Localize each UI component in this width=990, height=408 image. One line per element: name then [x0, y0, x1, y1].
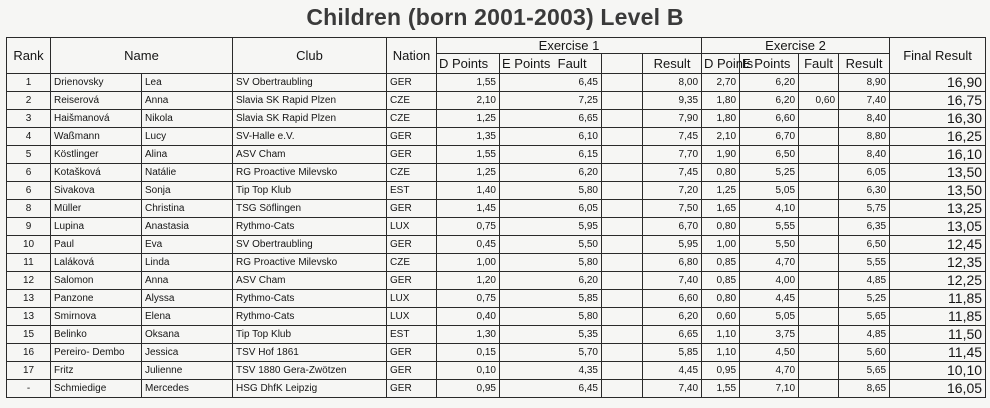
e2-e-points-cell: 5,05 — [740, 182, 799, 200]
e2-d-points-cell: 1,90 — [702, 146, 740, 164]
e1-fault-cell — [602, 308, 643, 326]
e2-fault-cell — [799, 182, 839, 200]
e1-e-points-cell: 6,20 — [500, 272, 602, 290]
header-exercise-1: Exercise 1 — [437, 38, 702, 54]
e1-result-cell: 5,95 — [643, 236, 702, 254]
e2-e-points-cell: 6,50 — [740, 146, 799, 164]
rank-cell: 9 — [7, 218, 51, 236]
club-cell: Rythmo-Cats — [233, 308, 387, 326]
e2-result-cell: 7,40 — [839, 92, 890, 110]
e1-fault-cell — [602, 74, 643, 92]
club-cell: TSG Söflingen — [233, 200, 387, 218]
header-e1-fault-spacer — [602, 54, 643, 74]
rank-cell: 10 — [7, 236, 51, 254]
club-cell: TSV 1880 Gera-Zwötzen — [233, 362, 387, 380]
e1-e-points-cell: 6,05 — [500, 200, 602, 218]
e2-fault-cell — [799, 74, 839, 92]
final-result-cell: 13,05 — [890, 218, 986, 236]
nation-cell: GER — [387, 74, 437, 92]
e1-e-points-cell: 6,45 — [500, 74, 602, 92]
first-name-cell: Sonja — [142, 182, 233, 200]
header-name: Name — [51, 38, 233, 74]
e2-e-points-cell: 4,70 — [740, 362, 799, 380]
rank-cell: 3 — [7, 110, 51, 128]
e2-d-points-cell: 1,65 — [702, 200, 740, 218]
club-cell: Slavia SK Rapid Plzen — [233, 92, 387, 110]
e1-d-points-cell: 1,25 — [437, 164, 500, 182]
first-name-cell: Oksana — [142, 326, 233, 344]
e2-fault-cell — [799, 110, 839, 128]
nation-cell: GER — [387, 200, 437, 218]
last-name-cell: Lupina — [51, 218, 142, 236]
e1-result-cell: 8,00 — [643, 74, 702, 92]
e1-d-points-cell: 1,00 — [437, 254, 500, 272]
e2-fault-cell — [799, 128, 839, 146]
table-row — [7, 92, 986, 110]
club-cell: SV Obertraubling — [233, 236, 387, 254]
last-name-cell: Köstlinger — [51, 146, 142, 164]
e2-result-cell: 6,05 — [839, 164, 890, 182]
last-name-cell: Laláková — [51, 254, 142, 272]
nation-cell: CZE — [387, 164, 437, 182]
header-e1-fault-label: Fault — [557, 56, 587, 71]
e2-fault-cell — [799, 200, 839, 218]
table-row — [7, 128, 986, 146]
e2-d-points-cell: 1,10 — [702, 344, 740, 362]
e1-d-points-cell: 1,45 — [437, 200, 500, 218]
e2-result-cell: 8,80 — [839, 128, 890, 146]
e1-e-points-cell: 5,80 — [500, 308, 602, 326]
e1-result-cell: 7,20 — [643, 182, 702, 200]
first-name-cell: Anastasia — [142, 218, 233, 236]
header-nation: Nation — [387, 38, 437, 74]
e1-fault-cell — [602, 344, 643, 362]
e2-result-cell: 8,90 — [839, 74, 890, 92]
club-cell: Rythmo-Cats — [233, 290, 387, 308]
club-cell: HSG DhfK Leipzig — [233, 380, 387, 398]
header-e1-d-points: D Points — [437, 54, 500, 74]
first-name-cell: Eva — [142, 236, 233, 254]
e1-result-cell: 6,65 — [643, 326, 702, 344]
e1-result-cell: 5,85 — [643, 344, 702, 362]
e1-e-points-cell: 6,15 — [500, 146, 602, 164]
last-name-cell: Haišmanová — [51, 110, 142, 128]
header-e1-e-points — [500, 54, 602, 74]
club-cell: SV Obertraubling — [233, 74, 387, 92]
e1-d-points-cell: 1,35 — [437, 128, 500, 146]
e2-result-cell: 5,65 — [839, 362, 890, 380]
rank-cell: 8 — [7, 200, 51, 218]
e2-e-points-cell: 6,60 — [740, 110, 799, 128]
final-result-cell: 12,25 — [890, 272, 986, 290]
e2-result-cell: 5,65 — [839, 308, 890, 326]
e1-e-points-cell: 5,80 — [500, 254, 602, 272]
e1-e-points-cell: 5,35 — [500, 326, 602, 344]
first-name-cell: Alina — [142, 146, 233, 164]
last-name-cell: Reiserová — [51, 92, 142, 110]
e1-fault-cell — [602, 200, 643, 218]
first-name-cell: Nikola — [142, 110, 233, 128]
first-name-cell: Mercedes — [142, 380, 233, 398]
e1-d-points-cell: 0,75 — [437, 218, 500, 236]
e1-d-points-cell: 1,55 — [437, 146, 500, 164]
e1-d-points-cell: 0,40 — [437, 308, 500, 326]
e2-d-points-cell: 1,55 — [702, 380, 740, 398]
e1-fault-cell — [602, 362, 643, 380]
rank-cell: 1 — [7, 74, 51, 92]
table-row — [7, 290, 986, 308]
e1-d-points-cell: 1,40 — [437, 182, 500, 200]
e1-result-cell: 7,45 — [643, 164, 702, 182]
e1-fault-cell — [602, 92, 643, 110]
table-header — [7, 38, 986, 74]
final-result-cell: 13,25 — [890, 200, 986, 218]
e1-e-points-cell: 6,10 — [500, 128, 602, 146]
header-final-result: Final Result — [890, 38, 986, 74]
first-name-cell: Natálie — [142, 164, 233, 182]
rank-cell: 15 — [7, 326, 51, 344]
e1-d-points-cell: 1,30 — [437, 326, 500, 344]
e1-fault-cell — [602, 128, 643, 146]
last-name-cell: Fritz — [51, 362, 142, 380]
e2-e-points-cell: 6,20 — [740, 92, 799, 110]
rank-cell: 4 — [7, 128, 51, 146]
last-name-cell: Panzone — [51, 290, 142, 308]
rank-cell: 13 — [7, 290, 51, 308]
e1-fault-cell — [602, 272, 643, 290]
e2-fault-cell — [799, 218, 839, 236]
header-e2-e-points: E Points — [740, 54, 799, 74]
e1-result-cell: 6,60 — [643, 290, 702, 308]
e1-fault-cell — [602, 236, 643, 254]
e1-fault-cell — [602, 110, 643, 128]
table-row — [7, 254, 986, 272]
e1-e-points-cell: 6,65 — [500, 110, 602, 128]
e1-d-points-cell: 0,75 — [437, 290, 500, 308]
e1-result-cell: 7,90 — [643, 110, 702, 128]
nation-cell: GER — [387, 362, 437, 380]
e1-result-cell: 7,70 — [643, 146, 702, 164]
e2-d-points-cell: 0,85 — [702, 272, 740, 290]
rank-cell: 6 — [7, 164, 51, 182]
e1-result-cell: 7,45 — [643, 128, 702, 146]
e1-result-cell: 7,40 — [643, 272, 702, 290]
last-name-cell: Waßmann — [51, 128, 142, 146]
e1-d-points-cell: 1,55 — [437, 74, 500, 92]
e1-e-points-cell: 6,45 — [500, 380, 602, 398]
e1-d-points-cell: 0,15 — [437, 344, 500, 362]
nation-cell: CZE — [387, 110, 437, 128]
table-row — [7, 164, 986, 182]
e1-d-points-cell: 0,95 — [437, 380, 500, 398]
last-name-cell: Pereiro- Dembo — [51, 344, 142, 362]
last-name-cell: Kotašková — [51, 164, 142, 182]
club-cell: Tip Top Klub — [233, 182, 387, 200]
e1-fault-cell — [602, 182, 643, 200]
e2-fault-cell: 0,60 — [799, 92, 839, 110]
final-result-cell: 12,45 — [890, 236, 986, 254]
e1-fault-cell — [602, 326, 643, 344]
e2-result-cell: 6,30 — [839, 182, 890, 200]
final-result-cell: 10,10 — [890, 362, 986, 380]
e2-result-cell: 5,60 — [839, 344, 890, 362]
table-row — [7, 326, 986, 344]
e2-result-cell: 8,65 — [839, 380, 890, 398]
rank-cell: 16 — [7, 344, 51, 362]
nation-cell: EST — [387, 326, 437, 344]
final-result-cell: 12,35 — [890, 254, 986, 272]
rank-cell: 6 — [7, 182, 51, 200]
table-row — [7, 200, 986, 218]
e2-result-cell: 8,40 — [839, 110, 890, 128]
e2-e-points-cell: 4,70 — [740, 254, 799, 272]
e1-e-points-cell: 5,70 — [500, 344, 602, 362]
nation-cell: GER — [387, 272, 437, 290]
e1-d-points-cell: 1,20 — [437, 272, 500, 290]
rank-cell: 17 — [7, 362, 51, 380]
e1-result-cell: 4,45 — [643, 362, 702, 380]
last-name-cell: Müller — [51, 200, 142, 218]
e2-e-points-cell: 4,45 — [740, 290, 799, 308]
last-name-cell: Smirnova — [51, 308, 142, 326]
e2-e-points-cell: 6,70 — [740, 128, 799, 146]
e2-fault-cell — [799, 362, 839, 380]
e1-result-cell: 7,40 — [643, 380, 702, 398]
final-result-cell: 16,05 — [890, 380, 986, 398]
first-name-cell: Lea — [142, 74, 233, 92]
e1-result-cell: 7,50 — [643, 200, 702, 218]
first-name-cell: Julienne — [142, 362, 233, 380]
club-cell: ASV Cham — [233, 272, 387, 290]
club-cell: TSV Hof 1861 — [233, 344, 387, 362]
e1-d-points-cell: 2,10 — [437, 92, 500, 110]
table-row — [7, 344, 986, 362]
final-result-cell: 13,50 — [890, 182, 986, 200]
header-e2-result: Result — [839, 54, 890, 74]
e2-d-points-cell: 0,80 — [702, 164, 740, 182]
final-result-cell: 11,85 — [890, 290, 986, 308]
e2-d-points-cell: 0,85 — [702, 254, 740, 272]
e1-e-points-cell: 5,95 — [500, 218, 602, 236]
final-result-cell: 13,50 — [890, 164, 986, 182]
table-row — [7, 182, 986, 200]
e2-e-points-cell: 5,05 — [740, 308, 799, 326]
page-title: Children (born 2001-2003) Level B — [306, 4, 684, 30]
e2-result-cell: 8,40 — [839, 146, 890, 164]
e1-fault-cell — [602, 380, 643, 398]
e2-e-points-cell: 4,10 — [740, 200, 799, 218]
last-name-cell: Schmiedige — [51, 380, 142, 398]
last-name-cell: Drienovsky — [51, 74, 142, 92]
e2-d-points-cell: 0,95 — [702, 362, 740, 380]
e2-e-points-cell: 7,10 — [740, 380, 799, 398]
nation-cell: LUX — [387, 218, 437, 236]
e1-d-points-cell: 1,25 — [437, 110, 500, 128]
e1-fault-cell — [602, 254, 643, 272]
nation-cell: GER — [387, 344, 437, 362]
e2-d-points-cell: 1,00 — [702, 236, 740, 254]
e2-e-points-cell: 3,75 — [740, 326, 799, 344]
e2-e-points-cell: 4,50 — [740, 344, 799, 362]
final-result-cell: 11,85 — [890, 308, 986, 326]
e2-fault-cell — [799, 254, 839, 272]
e2-d-points-cell: 0,80 — [702, 290, 740, 308]
e2-e-points-cell: 5,25 — [740, 164, 799, 182]
first-name-cell: Lucy — [142, 128, 233, 146]
e2-d-points-cell: 1,10 — [702, 326, 740, 344]
e2-fault-cell — [799, 290, 839, 308]
final-result-cell: 16,25 — [890, 128, 986, 146]
table-body — [7, 74, 986, 398]
table-row — [7, 380, 986, 398]
e2-fault-cell — [799, 326, 839, 344]
e2-d-points-cell: 2,70 — [702, 74, 740, 92]
first-name-cell: Alyssa — [142, 290, 233, 308]
e2-e-points-cell: 6,20 — [740, 74, 799, 92]
rank-cell: 5 — [7, 146, 51, 164]
e1-e-points-cell: 5,50 — [500, 236, 602, 254]
final-result-cell: 16,10 — [890, 146, 986, 164]
header-e1-result: Result — [643, 54, 702, 74]
header-club: Club — [233, 38, 387, 74]
e1-e-points-cell: 7,25 — [500, 92, 602, 110]
e2-fault-cell — [799, 146, 839, 164]
e2-fault-cell — [799, 344, 839, 362]
e2-fault-cell — [799, 272, 839, 290]
final-result-cell: 16,75 — [890, 92, 986, 110]
e2-d-points-cell: 1,80 — [702, 110, 740, 128]
club-cell: Rythmo-Cats — [233, 218, 387, 236]
e2-result-cell: 5,55 — [839, 254, 890, 272]
first-name-cell: Anna — [142, 92, 233, 110]
rank-cell: 11 — [7, 254, 51, 272]
table-row — [7, 74, 986, 92]
e2-d-points-cell: 1,25 — [702, 182, 740, 200]
e1-fault-cell — [602, 146, 643, 164]
final-result-cell: 11,50 — [890, 326, 986, 344]
nation-cell: LUX — [387, 308, 437, 326]
table-row — [7, 236, 986, 254]
e2-result-cell: 5,75 — [839, 200, 890, 218]
final-result-cell: 16,90 — [890, 74, 986, 92]
club-cell: Tip Top Klub — [233, 326, 387, 344]
club-cell: Slavia SK Rapid Plzen — [233, 110, 387, 128]
nation-cell: CZE — [387, 254, 437, 272]
club-cell: ASV Cham — [233, 146, 387, 164]
nation-cell: GER — [387, 236, 437, 254]
e2-e-points-cell: 5,55 — [740, 218, 799, 236]
e1-fault-cell — [602, 290, 643, 308]
e2-fault-cell — [799, 164, 839, 182]
nation-cell: LUX — [387, 290, 437, 308]
table-row — [7, 272, 986, 290]
e2-result-cell: 6,35 — [839, 218, 890, 236]
e1-fault-cell — [602, 164, 643, 182]
first-name-cell: Elena — [142, 308, 233, 326]
club-cell: RG Proactive Milevsko — [233, 254, 387, 272]
last-name-cell: Sivakova — [51, 182, 142, 200]
e2-d-points-cell: 0,60 — [702, 308, 740, 326]
nation-cell: CZE — [387, 92, 437, 110]
e1-d-points-cell: 0,45 — [437, 236, 500, 254]
last-name-cell: Belinko — [51, 326, 142, 344]
first-name-cell: Anna — [142, 272, 233, 290]
rank-cell: 2 — [7, 92, 51, 110]
header-rank: Rank — [7, 38, 51, 74]
table-row — [7, 110, 986, 128]
first-name-cell: Linda — [142, 254, 233, 272]
header-e1-e-points-label: E Points — [502, 56, 551, 71]
table-row — [7, 362, 986, 380]
e1-e-points-cell: 6,20 — [500, 164, 602, 182]
e2-fault-cell — [799, 380, 839, 398]
nation-cell: EST — [387, 182, 437, 200]
last-name-cell: Paul — [51, 236, 142, 254]
e2-fault-cell — [799, 308, 839, 326]
e1-e-points-cell: 5,80 — [500, 182, 602, 200]
nation-cell: GER — [387, 380, 437, 398]
nation-cell: GER — [387, 146, 437, 164]
table-row — [7, 218, 986, 236]
e1-e-points-cell: 4,35 — [500, 362, 602, 380]
e2-fault-cell — [799, 236, 839, 254]
e2-d-points-cell: 2,10 — [702, 128, 740, 146]
results-table — [6, 37, 986, 398]
e2-result-cell: 6,50 — [839, 236, 890, 254]
table-row — [7, 308, 986, 326]
e1-result-cell: 6,80 — [643, 254, 702, 272]
nation-cell: GER — [387, 128, 437, 146]
first-name-cell: Jessica — [142, 344, 233, 362]
final-result-cell: 11,45 — [890, 344, 986, 362]
e2-e-points-cell: 4,00 — [740, 272, 799, 290]
e2-result-cell: 5,25 — [839, 290, 890, 308]
final-result-cell: 16,30 — [890, 110, 986, 128]
header-e2-d-points: D Points — [702, 54, 740, 74]
e2-d-points-cell: 0,80 — [702, 218, 740, 236]
first-name-cell: Christina — [142, 200, 233, 218]
rank-cell: 12 — [7, 272, 51, 290]
e2-e-points-cell: 5,50 — [740, 236, 799, 254]
e2-result-cell: 4,85 — [839, 326, 890, 344]
e1-result-cell: 6,70 — [643, 218, 702, 236]
club-cell: SV-Halle e.V. — [233, 128, 387, 146]
club-cell: RG Proactive Milevsko — [233, 164, 387, 182]
rank-cell: - — [7, 380, 51, 398]
e2-result-cell: 4,85 — [839, 272, 890, 290]
header-exercise-2: Exercise 2 — [702, 38, 890, 54]
header-e2-fault: Fault — [799, 54, 839, 74]
rank-cell: 13 — [7, 308, 51, 326]
e1-d-points-cell: 0,10 — [437, 362, 500, 380]
e1-e-points-cell: 5,85 — [500, 290, 602, 308]
e1-fault-cell — [602, 218, 643, 236]
e2-d-points-cell: 1,80 — [702, 92, 740, 110]
e1-result-cell: 6,20 — [643, 308, 702, 326]
last-name-cell: Salomon — [51, 272, 142, 290]
table-row — [7, 146, 986, 164]
e1-result-cell: 9,35 — [643, 92, 702, 110]
